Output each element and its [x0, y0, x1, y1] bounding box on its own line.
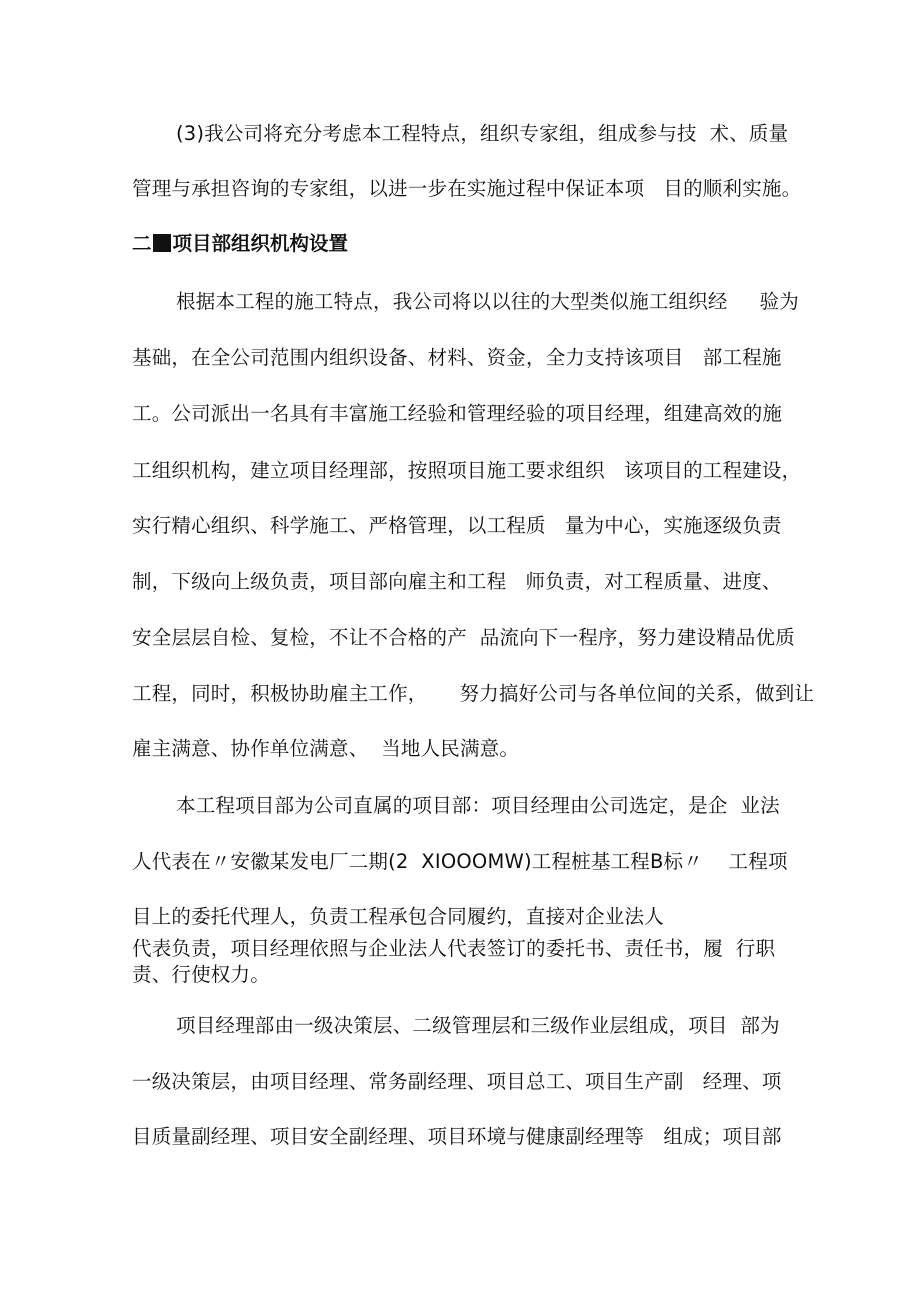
paragraph-line: 工。公司派出一名具有丰富施工经验和管理经验的项目经理，组建高效的施 [132, 402, 783, 425]
paragraph-line: 制，下级向上级负责，项目部向雇主和工程 师负责，对工程质量、进度、 [132, 570, 782, 593]
paragraph-line: 基础，在全公司范围内组织设备、材料、资金，全力支持该项目 部工程施 [132, 346, 782, 369]
paragraph-line: 目质量副经理、项目安全副经理、项目环境与健康副经理等 组成；项目部 [132, 1125, 782, 1148]
paragraph-line: 人代表在〃安徽某发电厂二期(2 XIOOOMW)工程桩基工程B标〃 工程项 [132, 850, 788, 873]
section-heading [132, 232, 348, 256]
section-title: 项目部组织机构设置 [172, 232, 349, 255]
paragraph-line: 代表负责，项目经理依照与企业法人代表签订的委托书、责任书，履 行职 [132, 937, 776, 960]
section-number: 二 [132, 232, 152, 255]
paragraph-line: 工程，同时，积极协助雇主工作， 努力搞好公司与各单位间的关系，做到让 [132, 682, 815, 705]
paragraph-line: 工组织机构，建立项目经理部，按照项目施工要求组织 该项目的工程建设， [132, 459, 802, 482]
paragraph-line: 管理与承担咨询的专家组，以进一步在实施过程中保证本项 目的顺利实施。 [132, 177, 802, 200]
paragraph-line: (3)我公司将充分考虑本工程特点，组织专家组，组成参与技 术、质量 [176, 122, 789, 145]
paragraph-line: 目上的委托代理人，负责工程承包合同履约，直接对企业法人 [132, 905, 664, 928]
paragraph-line: 责、行使权力。 [132, 963, 270, 986]
paragraph-line: 项目经理部由一级决策层、二级管理层和三级作业层组成，项目 部为 [176, 1014, 780, 1037]
paragraph-line: 安全层层自检、复检，不让不合格的产 品流向下一程序，努力建设精品优质 [132, 626, 795, 649]
paragraph-line: 一级决策层，由项目经理、常务副经理、项目总工、项目生产副 经理、项 [132, 1070, 782, 1093]
paragraph-line: 根据本工程的施工特点，我公司将以以往的大型类似施工组织经 验为 [176, 290, 799, 313]
paragraph-line: 实行精心组织、科学施工、严格管理，以工程质 量为中心，实施逐级负责 [132, 514, 782, 537]
square-bullet-icon [153, 234, 171, 252]
paragraph-line: 雇主满意、协作单位满意、 当地人民满意。 [132, 737, 520, 760]
paragraph-line: 本工程项目部为公司直属的项目部：项目经理由公司选定，是企 业法 [176, 794, 780, 817]
